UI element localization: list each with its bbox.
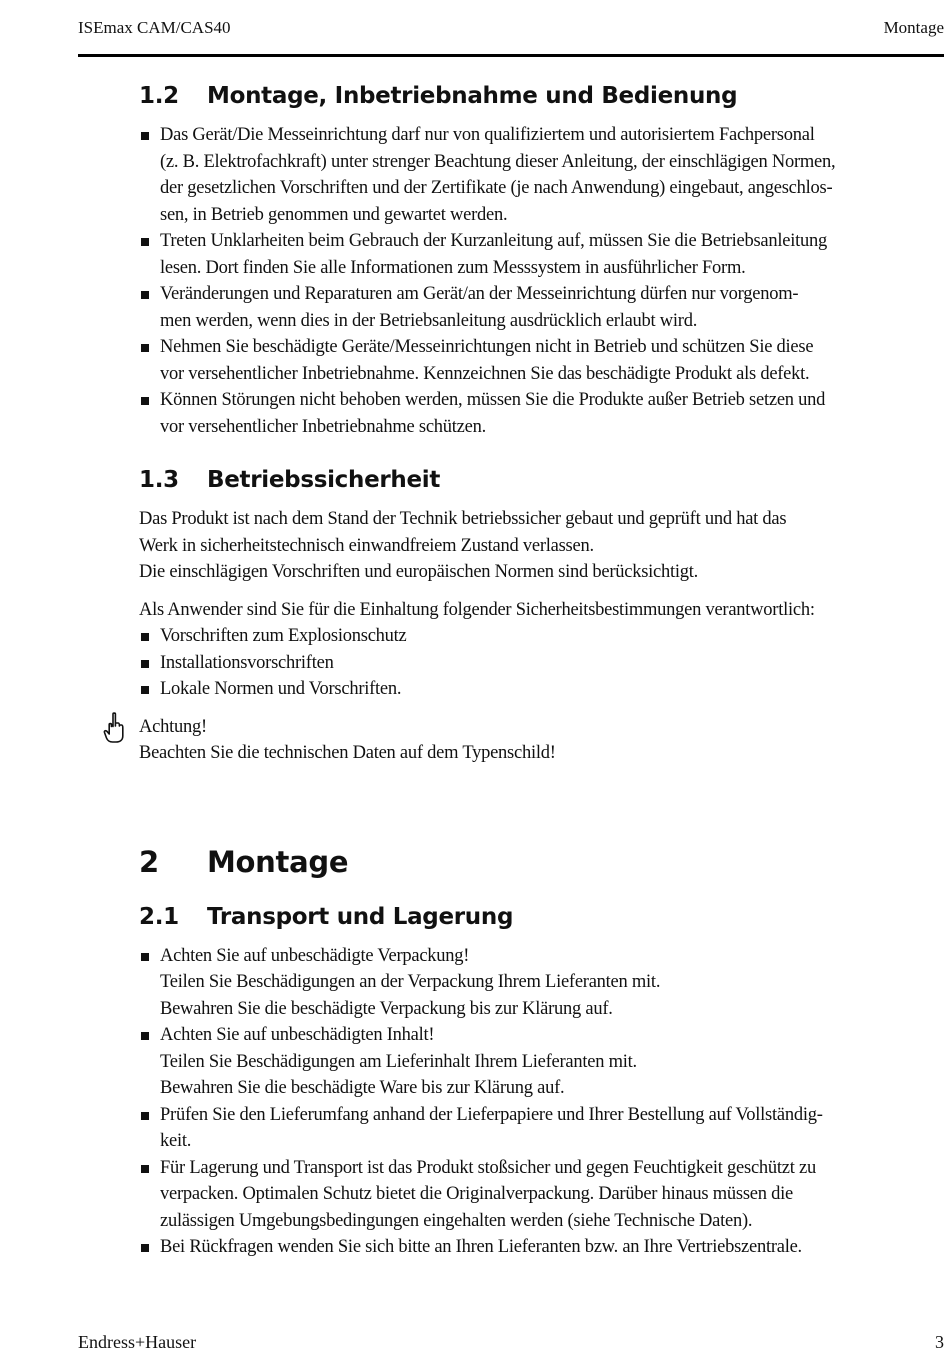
section-title: Betriebssicherheit: [207, 467, 441, 493]
paragraph: Das Produkt ist nach dem Stand der Technik betriebssicher gebaut und geprüft und hat das Werk in sicherheitstechnisch einwandfreiem Zustand verlassen. Die einschlägigen Vorschriften und europäischen Normen sind berücksichtigt.: [139, 509, 787, 582]
list-item: Für Lagerung und Transport ist das Produkt stoßsicher und gegen Feuchtigkeit geschützt zu verpacken. Optimalen Schutz bietet die Originalverpackung. Darüber hinaus müssen die zulässigen Umgebungsbedingungen eingehalten werden (siehe Technische Daten).: [139, 1155, 947, 1235]
note-text: Beachten Sie die technischen Daten auf dem Typenschild!: [139, 743, 556, 763]
list-item: Vorschriften zum Explosionschutz: [139, 623, 947, 650]
list-item: Veränderungen und Reparaturen am Gerät/an der Messeinrichtung dürfen nur vorgenom- men werden, wenn dies in der Betriebsanleitung ausdrücklich erlaubt wird.: [139, 281, 947, 334]
list-item: Nehmen Sie beschädigte Geräte/Messeinrichtungen nicht in Betrieb und schützen Sie diese vor versehentlicher Inbetriebnahme. Kennzeichnen Sie das beschädigte Produkt als defekt.: [139, 334, 947, 387]
note-title: Achtung!: [139, 716, 207, 737]
list-item: Installationsvorschriften: [139, 650, 947, 677]
section-title: Transport und Lagerung: [207, 903, 514, 930]
company-name: Endress+Hauser: [78, 1332, 197, 1352]
list-item: Achten Sie auf unbeschädigte Verpackung! Teilen Sie Beschädigungen an der Verpackung Ihrem Lieferanten mit. Bewahren Sie die beschädigte Verpackung bis zur Klärung auf.: [139, 943, 947, 1023]
list-item: Achten Sie auf unbeschädigten Inhalt! Teilen Sie Beschädigungen am Lieferinhalt Ihrem Lieferanten mit. Bewahren Sie die beschädigte Ware bis zur Klärung auf.: [139, 1022, 947, 1102]
paragraph: Als Anwender sind Sie für die Einhaltung folgender Sicherheitsbestimmungen verantwortlich:: [139, 599, 815, 620]
page-number: 3: [935, 1332, 944, 1352]
section-number: 1.2: [139, 83, 179, 109]
page-content: [139, 80, 947, 1261]
list-item: Lokale Normen und Vorschriften.: [139, 676, 947, 703]
bullet-list-1-3: [139, 623, 947, 703]
list-item: Bei Rückfragen wenden Sie sich bitte an Ihren Lieferanten bzw. an Ihre Vertriebszentrale.: [139, 1234, 947, 1261]
list-item: Können Störungen nicht behoben werden, müssen Sie die Produkte außer Betrieb setzen und vor versehentlicher Inbetriebnahme schützen.: [139, 387, 947, 440]
section-number: 2.1: [139, 903, 179, 930]
section-heading-1-2: [139, 83, 947, 109]
chapter-heading-2: [139, 845, 947, 879]
section-heading-2-1: [139, 904, 947, 930]
chapter-title: Montage: [207, 844, 349, 879]
chapter-number: 2: [139, 844, 159, 879]
caution-note: [139, 714, 947, 767]
bullet-list-2-1: [139, 943, 947, 1261]
section-title: Montage, Inbetriebnahme und Bedienung: [207, 83, 738, 109]
chapter-title: Montage: [883, 18, 944, 37]
bullet-list-1-2: [139, 122, 947, 440]
section-number: 1.3: [139, 467, 179, 493]
document-title: ISEmax CAM/CAS40: [78, 18, 231, 37]
pointing-hand-icon: [103, 712, 125, 744]
page-header: [78, 14, 944, 57]
list-item: Treten Unklarheiten beim Gebrauch der Kurzanleitung auf, müssen Sie die Betriebsanleitung lesen. Dort finden Sie alle Informationen zum Messsystem in ausführlicher Form.: [139, 228, 947, 281]
section-heading-1-3: [139, 467, 947, 493]
list-item: Das Gerät/Die Messeinrichtung darf nur von qualifiziertem und autorisiertem Fachpersonal (z. B. Elektrofachkraft) unter strenger Beachtung dieser Anleitung, der einschlägigen Normen, der gesetzlichen Vorschriften und der Zertifikate (je nach Anwendung) eingebaut, angeschlos- sen, in Betrieb genommen und gewartet werden.: [139, 122, 947, 228]
list-item: Prüfen Sie den Lieferumfang anhand der Lieferpapiere und Ihrer Bestellung auf Vollständig- keit.: [139, 1102, 947, 1155]
